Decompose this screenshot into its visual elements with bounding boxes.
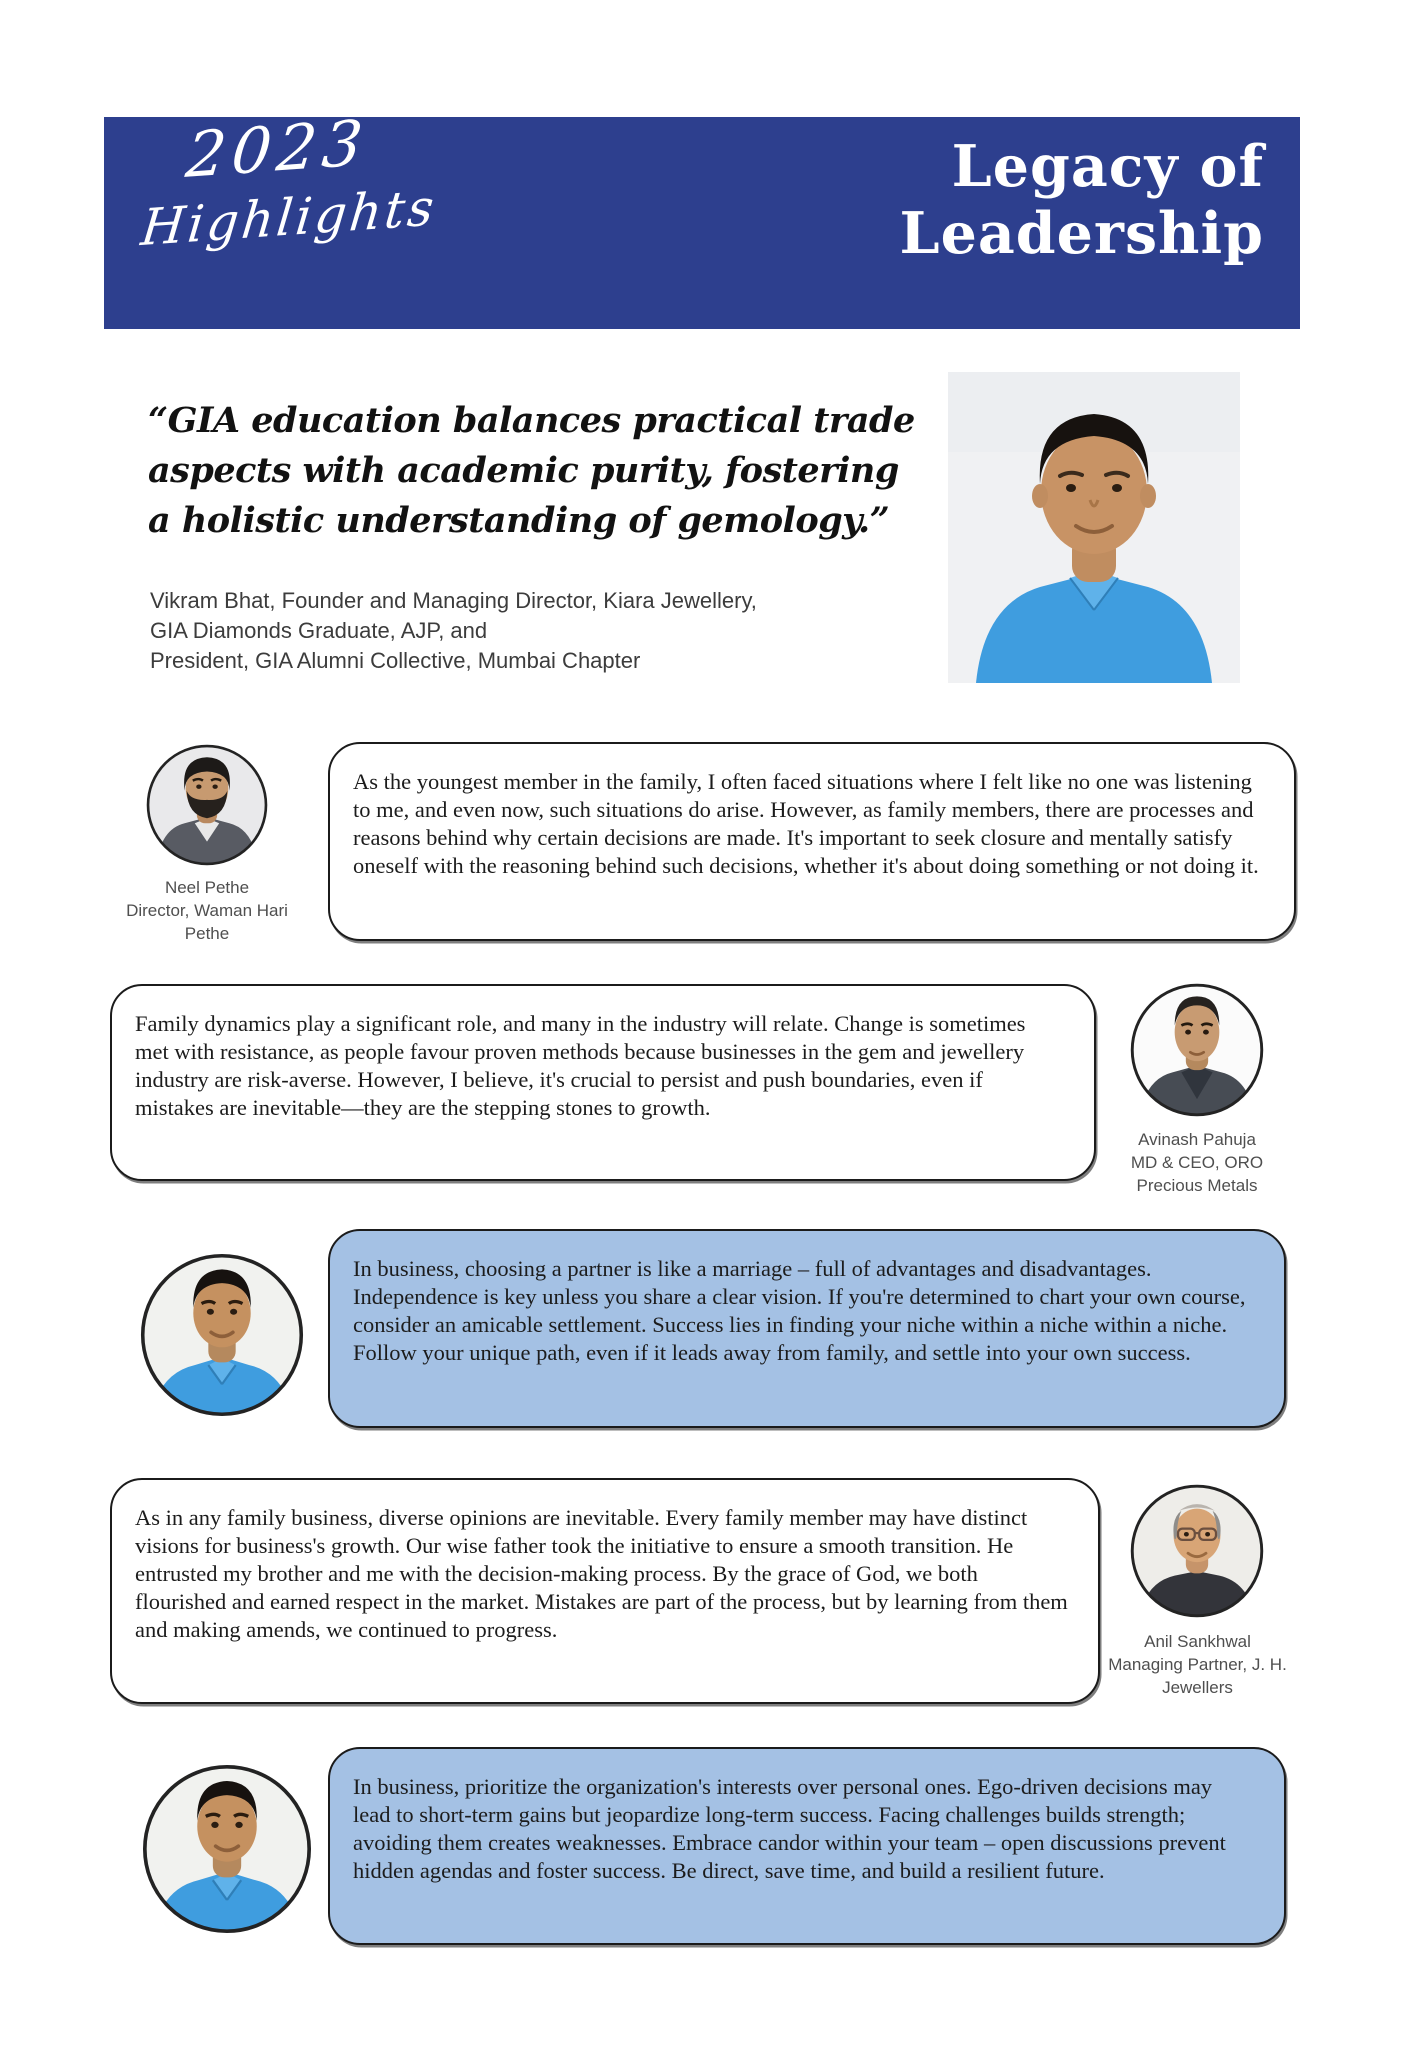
portrait-photo-vikram-bhat [948,372,1240,683]
avatar-man-in-blue-shirt [140,1253,304,1417]
page-title-line2: Leadership [899,200,1264,267]
logo-year: 2023 [182,105,372,193]
quote-bubble-avinash-pahuja: Family dynamics play a significant role, and many in the industry will relate. Change is sometimes met with resistance, as people favour proven methods because businesses in the gem and jewellery industry are risk-averse. However, I believe, it's crucial to persist and push boundaries, even if mistakes are inevitable—they are the stepping stones to growth. [110,984,1096,1181]
avatar-neel-pethe [146,744,268,866]
quote-bubble-neel-pethe: As the youngest member in the family, I often faced situations where I felt like no one was listening to me, and even now, such situations do arise. However, as family members, there are processes and reasons behind why certain decisions are made. It's important to seek closure and mentally satisfy oneself with the reasoning behind such decisions, whether it's about doing something or not doing it. [328,742,1296,941]
attribution-line: GIA Diamonds Graduate, AJP, and [150,618,488,643]
speaker-name: Anil Sankhwal [1144,1632,1251,1651]
quote-bubble-organization-interests: In business, prioritize the organization's interests over personal ones. Ego-driven decisions may lead to short-term gains but jeopardize long-term success. Facing challenges builds strength; avoiding them creates weaknesses. Embrace candor within your team – open discussions prevent hidden agendas and foster success. Be direct, save time, and build a resilient future. [328,1747,1286,1945]
speaker-title: MD & CEO, ORO Precious Metals [1130,1153,1264,1195]
avatar-anil-sankhwal [1130,1484,1264,1618]
page-title [900,133,1264,267]
attribution-line: President, GIA Alumni Collective, Mumbai Chapter [150,648,641,673]
quote-bubble-anil-sankhwal: As in any family business, diverse opinions are inevitable. Every family member may have distinct visions for business's growth. Our wise father took the initiative to ensure a smooth transition. He entrusted my brother and me with the decision-making process. By the grace of God, we both flourished and earned respect in the market. Mistakes are part of the process, but by learning from them and making amends, we continued to progress. [110,1478,1100,1704]
caption-anil-sankhwal [1090,1630,1305,1699]
attribution-line: Vikram Bhat, Founder and Managing Director, Kiara Jewellery, [150,588,757,613]
feature-quote: “GIA education balances practical trade aspects with academic purity, fostering a holistic understanding of gemology.” [148,400,915,541]
highlights-logo [138,106,447,256]
caption-avinash-pahuja [1112,1128,1282,1197]
header-banner [104,105,1300,329]
speaker-title: Managing Partner, J. H. Jewellers [1108,1655,1287,1697]
quote-bubble-partner-marriage: In business, choosing a partner is like a marriage – full of advantages and disadvantages. Independence is key unless you share a clear vision. If you're determined to chart your own course, consider an amicable settlement. Success lies in finding your niche within a niche within a niche. Follow your unique path, even if it leads away from family, and settle into your own success. [328,1229,1286,1428]
blue-shirt-portrait-graphic-2 [142,1764,312,1934]
vikram-bhat-photo-graphic [948,372,1240,683]
page-title-line1: Legacy of [951,133,1264,200]
feature-attribution [150,586,910,676]
avinash-pahuja-portrait-graphic [1130,983,1264,1117]
neel-pethe-portrait-graphic [146,744,268,866]
avatar-man-in-blue-shirt-2 [142,1764,312,1934]
avatar-avinash-pahuja [1130,983,1264,1117]
caption-neel-pethe [122,876,292,945]
blue-shirt-portrait-graphic [140,1253,304,1417]
speaker-name: Avinash Pahuja [1138,1130,1256,1149]
speaker-title: Director, Waman Hari Pethe [126,901,288,943]
anil-sankhwal-portrait-graphic [1130,1484,1264,1618]
speaker-name: Neel Pethe [164,878,250,897]
logo-highlights: Highlights [138,178,440,258]
